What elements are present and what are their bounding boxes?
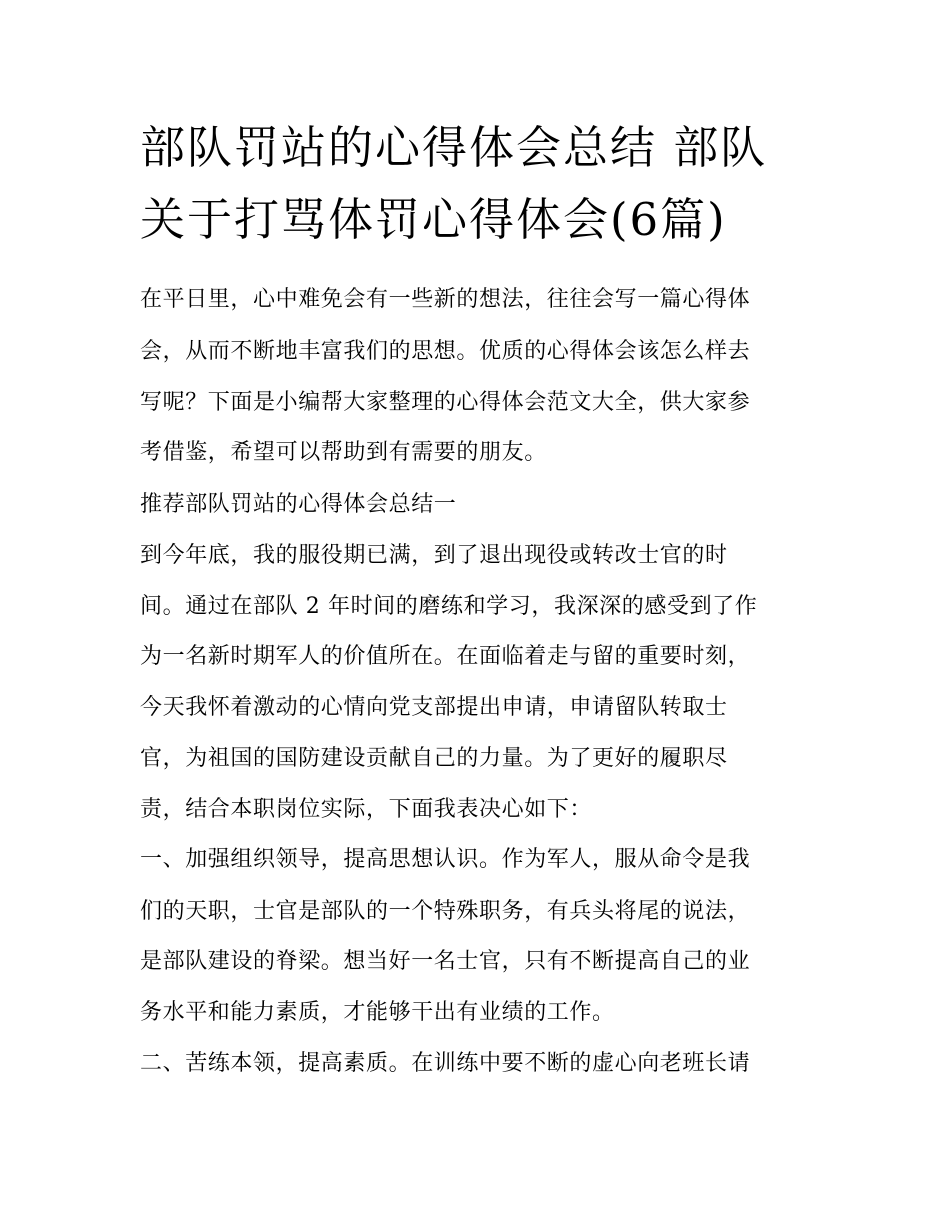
intro-line: 在平日里，心中难免会有一些新的想法，往往会写一篇心得体 [140, 287, 751, 312]
paragraph-line: 今天我怀着激动的心情向党支部提出申请，申请留队转取士 [140, 695, 728, 720]
paragraph-line: 间。通过在部队 2 年时间的磨练和学习，我深深的感受到了作 [140, 594, 758, 619]
paragraph-line: 务水平和能力素质，才能够干出有业绩的工作。 [140, 1000, 615, 1025]
document-title [140, 112, 820, 256]
paragraph-line: 二、苦练本领，提高素质。在训练中要不断的虚心向老班长请 [140, 1051, 751, 1076]
paragraph-line: 到今年底，我的服役期已满，到了退出现役或转改士官的时 [140, 543, 728, 568]
intro-line: 考借鉴，希望可以帮助到有需要的朋友。 [140, 440, 547, 465]
paragraph-line: 为一名新时期军人的价值所在。在面临着走与留的重要时刻， [140, 644, 751, 669]
paragraph-line: 一、加强组织领导，提高思想认识。作为军人，服从命令是我 [140, 847, 751, 872]
section-heading: 推荐部队罚站的心得体会总结一 [140, 492, 457, 517]
title-line-1: 部队罚站的心得体会总结 部队 [140, 121, 768, 174]
intro-line: 写呢？下面是小编帮大家整理的心得体会范文大全，供大家参 [140, 390, 751, 415]
paragraph-line: 是部队建设的脊梁。想当好一名士官，只有不断提高自己的业 [140, 949, 751, 974]
paragraph-line: 官，为祖国的国防建设贡献自己的力量。为了更好的履职尽 [140, 746, 728, 771]
intro-line: 会，从而不断地丰富我们的思想。优质的心得体会该怎么样去 [140, 339, 751, 364]
title-line-2: 关于打骂体罚心得体会(6篇) [140, 193, 727, 246]
paragraph-line: 责，结合本职岗位实际，下面我表决心如下： [140, 797, 593, 822]
paragraph-line: 们的天职，士官是部队的一个特殊职务，有兵头将尾的说法， [140, 899, 751, 924]
